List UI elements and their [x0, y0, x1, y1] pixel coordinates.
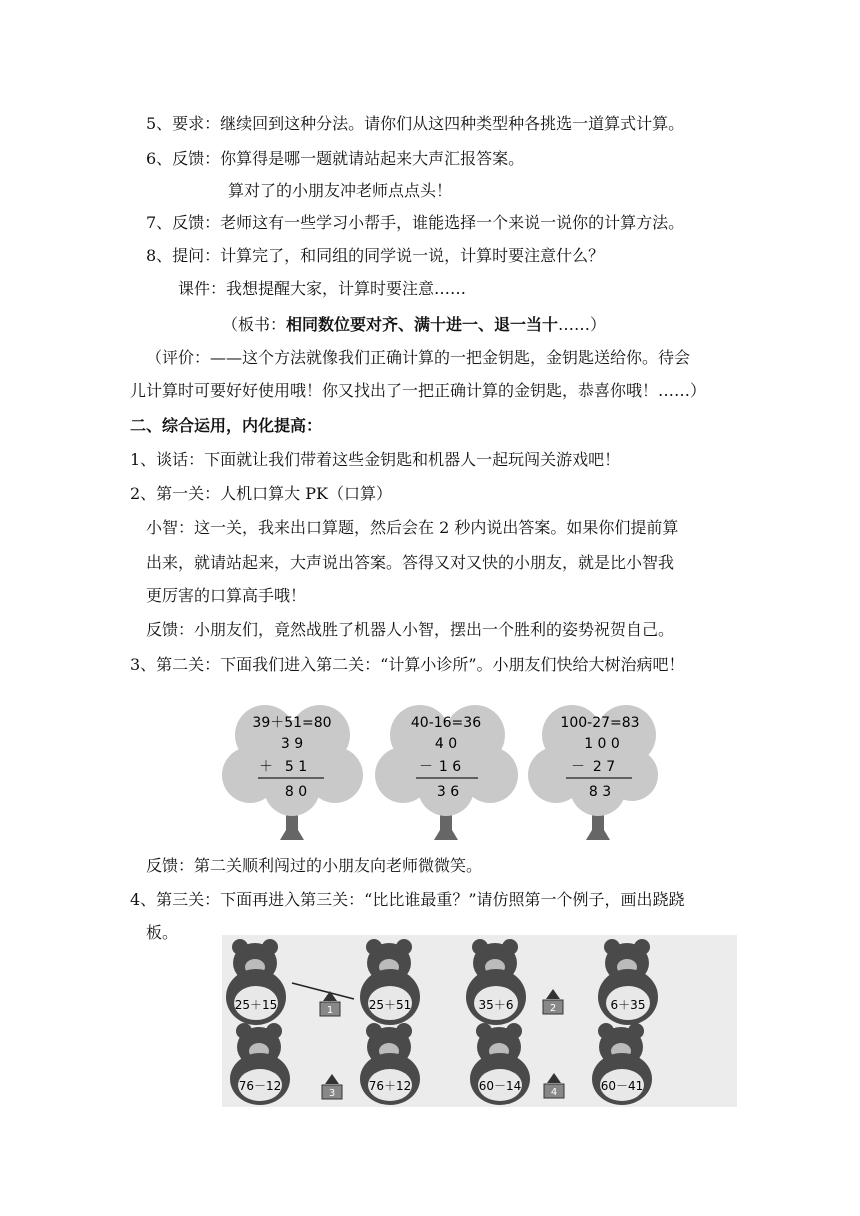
xiaozhi-line-2: 出来，就请站起来，大声说出答案。答得又对又快的小朋友，就是比小智我: [146, 553, 675, 572]
level-3-title-cont: 板。: [146, 923, 179, 942]
tree-1-equation: 39＋51=80: [252, 715, 332, 731]
marker-2-label: 2: [549, 1003, 557, 1014]
level-1-feedback: 反馈：小朋友们，竟然战胜了机器人小智，摆出一个胜利的姿势祝贺自己。: [146, 620, 675, 639]
tree-2-top: 4 0: [434, 736, 458, 752]
level-1-title: 2、第一关：人机口算大 PK（口算）: [130, 484, 392, 503]
bear-3-expr: 35＋6: [478, 998, 514, 1012]
evaluation-line-1: （评价：——这个方法就像我们正确计算的一把金钥匙，金钥匙送给你。待会: [146, 348, 691, 367]
tree-2-result: 3 6: [436, 784, 460, 800]
tree-2-equation: 40-16=36: [410, 715, 482, 731]
xiaozhi-line-3: 更厉害的口算高手哦！: [146, 586, 307, 605]
bear-7-expr: 60－14: [478, 1079, 522, 1093]
board-writing-suffix: ……）: [558, 315, 607, 334]
tree-3-bottom: 2 7: [592, 759, 616, 775]
step-7-feedback: 7、反馈：老师这有一些学习小帮手，谁能选择一个来说一说你的计算方法。: [146, 213, 685, 232]
tree-1-bottom: 5 1: [284, 759, 308, 775]
tree-1-top: 3 9: [280, 736, 304, 752]
bear-2-expr: 25＋51: [368, 998, 412, 1012]
tree-diagnosis-figure: [220, 700, 660, 850]
tree-3-result: 8 3: [588, 784, 612, 800]
bear-1-expr: 25＋15: [234, 998, 278, 1012]
xiaozhi-line-1: 小智：这一关，我来出口算题，然后会在 2 秒内说出答案。如果你们提前算: [146, 518, 679, 537]
level-2-feedback: 反馈：第二关顺利闯过的小朋友向老师微微笑。: [146, 856, 483, 875]
board-writing-rules: 相同数位要对齐、满十进一、退一当十: [286, 315, 559, 334]
marker-1-label: 1: [326, 1005, 334, 1016]
tree-1-operator: ＋: [259, 759, 273, 775]
section-heading-2: 二、综合运用，内化提高：: [130, 416, 323, 435]
step-6-feedback: 6、反馈：你算得是哪一题就请站起来大声汇报答案。: [146, 149, 525, 168]
bear-5-expr: 76－12: [238, 1079, 282, 1093]
tree-1-result: 8 0: [284, 784, 308, 800]
tree-3-equation: 100-27=83: [560, 715, 640, 731]
tree-3: [528, 705, 658, 840]
board-writing-prefix: （板书：: [222, 315, 287, 334]
bear-8-expr: 60－41: [600, 1079, 644, 1093]
tree-2-operator: －: [419, 759, 433, 775]
step-8-question: 8、提问：计算完了，和同组的同学说一说，计算时要注意什么？: [146, 246, 605, 265]
step-6-note: 算对了的小朋友冲老师点点头！: [228, 181, 453, 200]
board-writing: [222, 314, 606, 336]
evaluation-line-2: 儿计算时可要好好使用哦！你又找出了一把正确计算的金钥匙，恭喜你哦！……）: [130, 381, 707, 400]
courseware-note: 课件：我想提醒大家，计算时要注意……: [178, 279, 467, 298]
tree-3-operator: －: [571, 759, 585, 775]
step-1-talk: 1、谈话：下面就让我们带着这些金钥匙和机器人一起玩闯关游戏吧！: [130, 450, 621, 469]
tree-2: [375, 705, 518, 840]
step-5-requirement: 5、要求：继续回到这种分法。请你们从这四种类型种各挑选一道算式计算。: [146, 114, 685, 133]
marker-4-label: 4: [550, 1087, 558, 1098]
marker-3-label: 3: [328, 1088, 336, 1099]
bear-seesaw-figure: [222, 935, 737, 1107]
level-2-title: 3、第二关：下面我们进入第二关：“计算小诊所”。小朋友们快给大树治病吧！: [130, 655, 685, 674]
tree-1: [222, 705, 363, 840]
bear-6-expr: 76＋12: [368, 1079, 412, 1093]
level-3-title: 4、第三关：下面再进入第三关：“比比谁最重？”请仿照第一个例子，画出跷跷: [130, 890, 685, 909]
tree-3-top: 1 0 0: [584, 736, 620, 752]
bear-4-expr: 6＋35: [610, 998, 646, 1012]
tree-2-bottom: 1 6: [438, 759, 462, 775]
